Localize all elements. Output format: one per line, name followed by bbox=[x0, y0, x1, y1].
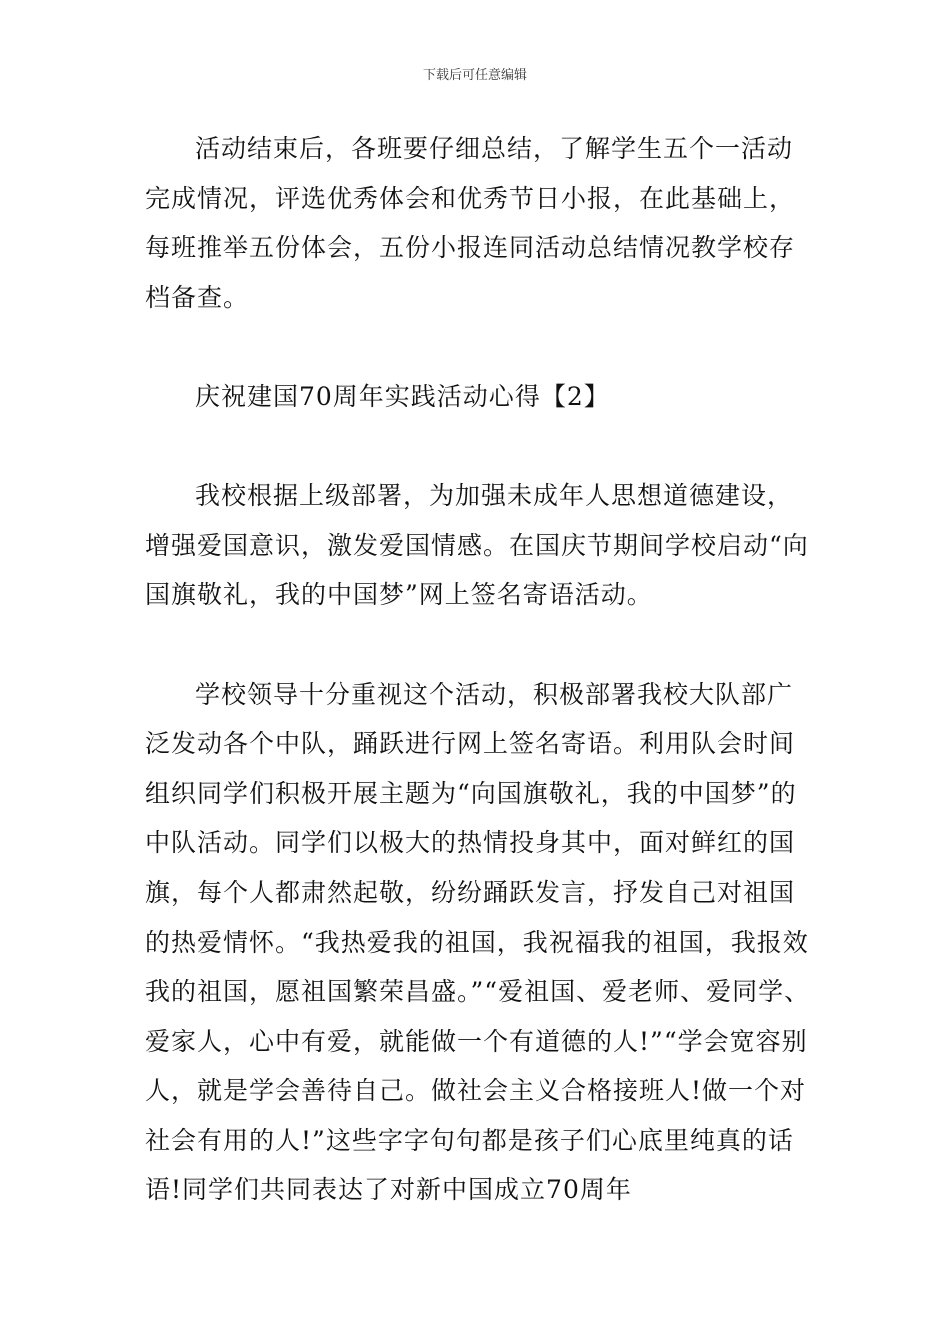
paragraph-spacer bbox=[145, 322, 811, 372]
document-body bbox=[145, 124, 811, 1215]
paragraph-spacer bbox=[145, 620, 811, 670]
paragraph-activity-detail: 学校领导十分重视这个活动，积极部署我校大队部广泛发动各个中队，踊跃进行网上签名寄语。利用队会时间组织同学们积极开展主题为“向国旗敬礼，我的中国梦”的中队活动。同学们以极大的热情投身其中，面对鲜红的国旗，每个人都肃然起敬，纷纷踊跃发言，抒发自己对祖国的热爱情怀。“我热爱我的祖国，我祝福我的祖国，我报效我的祖国，愿祖国繁荣昌盛。”“爱祖国、爱老师、爱同学、爱家人，心中有爱，就能做一个有道德的人!”“学会宽容别人，就是学会善待自己。做社会主义合格接班人!做一个对社会有用的人!”这些字字句句都是孩子们心底里纯真的话语!同学们共同表达了对新中国成立70周年 bbox=[145, 679, 811, 1205]
section-heading: 庆祝建国70周年实践活动心得【2】 bbox=[195, 381, 610, 411]
paragraph-spacer bbox=[145, 422, 811, 472]
paragraph-school-intro: 我校根据上级部署，为加强未成年人思想道德建设，增强爱国意识，激发爱国情感。在国庆节期间学校启动“向国旗敬礼，我的中国梦”网上签名寄语活动。 bbox=[145, 481, 809, 610]
header-note: 下载后可任意编辑 bbox=[422, 68, 527, 83]
paragraph-activity-summary: 活动结束后，各班要仔细总结，了解学生五个一活动完成情况，评选优秀体会和优秀节日小报，在此基础上，每班推举五份体会，五份小报连同活动总结情况教学校存档备查。 bbox=[145, 134, 796, 312]
